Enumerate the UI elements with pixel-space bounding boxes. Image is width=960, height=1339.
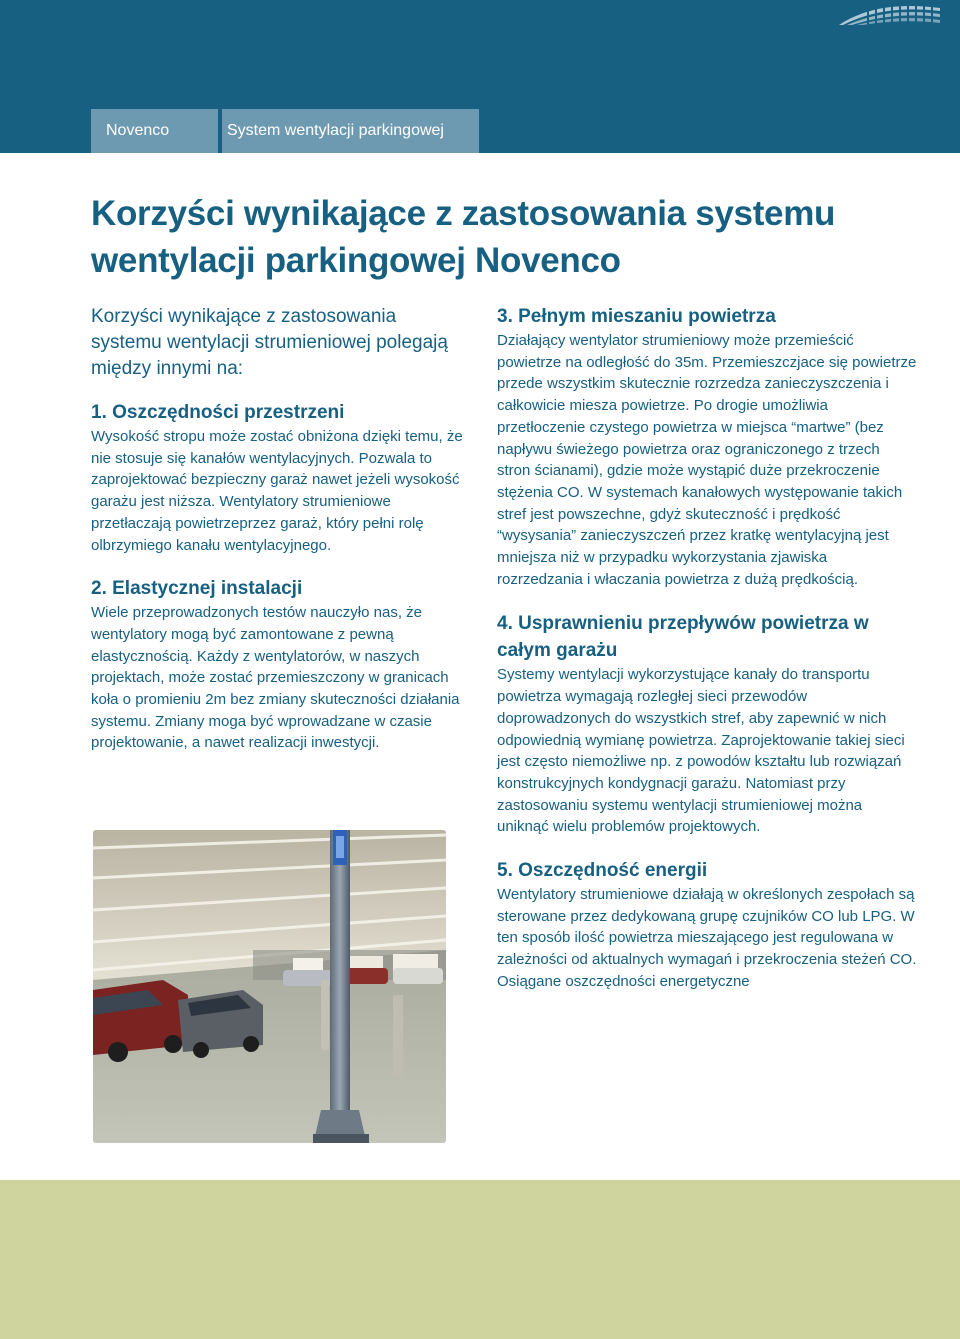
right-column xyxy=(497,304,917,1013)
section-1 xyxy=(91,400,463,556)
section-body: Wentylatory strumieniowe działają w określonych zespołach są sterowane przez dedykowaną grupę czujników CO lub LPG. W ten sposób ilość powietrza mieszającego jest regulowana w zależności od aktualnych wymagań i przekroczenia steżeń CO. Osiągane oszczędności energetyczne xyxy=(497,886,917,990)
section-3 xyxy=(497,304,917,590)
section-5 xyxy=(497,858,917,993)
section-2 xyxy=(91,576,463,754)
header-band xyxy=(0,0,960,153)
section-4 xyxy=(497,610,917,838)
section-heading: 1. Oszczędności przestrzeni xyxy=(91,402,345,423)
section-body: Działający wentylator strumieniowy może przemieścić powietrze na odległość do 35m. Przemieszczjace się powietrze przede wszystkim skutecznie rozrzedza zanieczyszczenia i całkowicie miesza powietrze. Po drogie umożliwia przetłoczenie czystego powietrza w miejsca “martwe” (bez napływu świeżego powietrza oraz ograniczonego z trzech stron ścianami), gdzie może wystąpić duże przekroczenie stężenia CO. W systemach kanałowych występowanie takich stref jest powszechne, gdyż skuteczność i prędkość “wysysania” zanieczyszczeń przez kratkę wentylacyjną jest mniejsza niż w przypadku wykorzystania zjawiska rozrzedzania i właczania powietrza z dużą prędkością. xyxy=(497,332,917,588)
logo-wave-icon xyxy=(837,4,942,26)
intro-text: Korzyści wynikające z zastosowania systemu wentylacji strumieniowej polegają między innymi na: xyxy=(91,306,448,379)
tab-system-wentylacji[interactable]: System wentylacji parkingowej xyxy=(222,109,479,153)
page-title: Korzyści wynikające z zastosowania systemu wentylacji parkingowej Novenco xyxy=(91,194,836,280)
section-body: Wysokość stropu może zostać obniżona dzięki temu, że nie stosuje się kanałów wentylacyjnych. Pozwala to zaprojektować bezpieczny garaż nawet jeżeli wysokość garażu jest niższa. Wentylatory strumieniowe przetłaczają powietrzeprzez garaż, który pełni rolę olbrzymiego kanału wentylacyjnego. xyxy=(91,428,463,554)
tab-novenco[interactable]: Novenco xyxy=(91,109,218,153)
section-heading: 3. Pełnym mieszaniu powietrza xyxy=(497,306,776,327)
section-heading: 2. Elastycznej instalacji xyxy=(91,578,303,600)
section-body: Systemy wentylacji wykorzystujące kanały do transportu powietrza wymagają rozległej sieci przewodów doprowadzonych do wszystkich stref, aby zapewnić w nich odpowiednią wymianę powietrza. Zaprojektowanie takiej sieci jest często niemożliwe np. z powodów kształtu lub rozwiązań konstrukcyjnych kondygnacji garażu. Natomiast przy zastosowaniu systemu wentylacji strumieniowej można uniknąć wielu problemów projektowych. xyxy=(497,666,905,836)
left-column xyxy=(91,304,463,774)
parking-garage-photo xyxy=(93,830,446,1143)
section-heading: 5. Oszczędność energii xyxy=(497,860,708,882)
section-body: Wiele przeprowadzonych testów nauczyło nas, że wentylatory mogą być zamontowane z pewną elastycznością. Każdy z wentylatorów, w naszych projektach, może zostać przemieszczony w granicach koła o promieniu 2m bez zmiany skuteczności działania systemu. Zmiany moga być wprowadzane w czasie projektowanie, a nawet realizacji inwestycji. xyxy=(91,604,460,752)
footer-band xyxy=(0,1180,960,1339)
section-heading: 4. Usprawnieniu przepływów powietrza w całym garażu xyxy=(497,613,869,662)
